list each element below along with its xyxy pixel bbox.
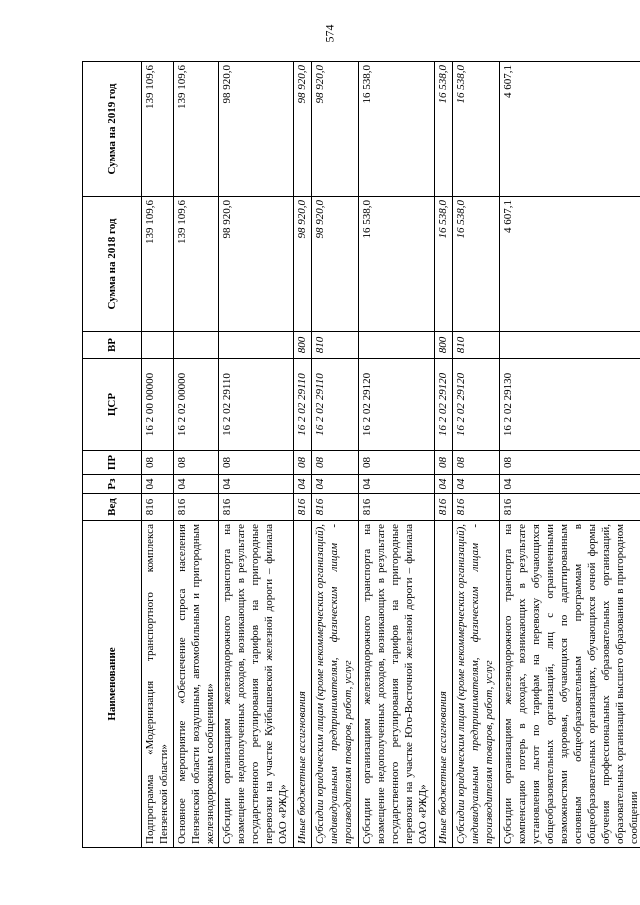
row-name: Субсидии организациям железнодорожного транспорта на возмещение недополученных доходов, возникающих в результате государственного регулирования тарифов на пригородные перевозки на участке Куйбышевской железной дороги – филиала ОАО «РЖД» [219, 521, 294, 848]
row-sum-2018: 139 109,6 [174, 197, 219, 332]
row-csr: 16 2 02 29120 [359, 359, 435, 451]
row-pr: 08 [174, 451, 219, 475]
row-rz: 04 [453, 475, 500, 494]
row-vr: 810 [312, 332, 359, 359]
row-vr: 800 [294, 332, 312, 359]
row-ved: 816 [359, 494, 435, 521]
row-sum-2019: 139 109,6 [174, 62, 219, 197]
table-row [359, 62, 435, 848]
row-pr: 08 [435, 451, 453, 475]
table-row [435, 62, 453, 848]
row-sum-2019: 139 109,6 [142, 62, 174, 197]
row-pr: 08 [359, 451, 435, 475]
row-rz: 04 [219, 475, 294, 494]
row-csr: 16 2 02 29110 [294, 359, 312, 451]
row-vr [174, 332, 219, 359]
row-rz: 04 [294, 475, 312, 494]
row-sum-2018: 16 538,0 [453, 197, 500, 332]
row-sum-2018: 16 538,0 [359, 197, 435, 332]
row-vr: 810 [453, 332, 500, 359]
table-header-row [83, 62, 142, 848]
budget-table [82, 61, 640, 848]
row-csr: 16 2 02 00000 [174, 359, 219, 451]
row-ved: 816 [435, 494, 453, 521]
row-sum-2019: 98 920,0 [219, 62, 294, 197]
row-vr [359, 332, 435, 359]
row-pr: 08 [294, 451, 312, 475]
row-name: Основное мероприятие «Обеспечение спроса населения Пензенской области воздушным, автомобильным и пригородным железнодорожным сообщениями» [174, 521, 219, 848]
row-sum-2019: 16 538,0 [435, 62, 453, 197]
row-csr: 16 2 02 29120 [435, 359, 453, 451]
row-pr: 08 [500, 451, 640, 475]
table-row [453, 62, 500, 848]
row-sum-2019: 98 920,0 [312, 62, 359, 197]
table-row [294, 62, 312, 848]
header-csr: ЦСР [83, 359, 142, 451]
header-ved: Вед [83, 494, 142, 521]
row-name: Субсидии юридическим лицам (кроме некоммерческих организаций), индивидуальным предпринимателям, физическим лицам - производителям товаров, работ, услуг [453, 521, 500, 848]
row-sum-2018: 16 538,0 [435, 197, 453, 332]
row-pr: 08 [312, 451, 359, 475]
row-ved: 816 [142, 494, 174, 521]
row-ved: 816 [312, 494, 359, 521]
row-ved: 816 [453, 494, 500, 521]
row-rz: 04 [312, 475, 359, 494]
table-row [312, 62, 359, 848]
row-ved: 816 [294, 494, 312, 521]
row-name: Подпрограмма «Модернизация транспортного комплекса Пензенской области» [142, 521, 174, 848]
row-csr: 16 2 02 29110 [312, 359, 359, 451]
row-rz: 04 [174, 475, 219, 494]
row-csr: 16 2 02 29130 [500, 359, 640, 451]
row-csr: 16 2 00 00000 [142, 359, 174, 451]
table-row [219, 62, 294, 848]
row-pr: 08 [219, 451, 294, 475]
row-name: Субсидии организациям железнодорожного транспорта на компенсацию потерь в доходах, возникающих в результате установления льгот по тарифам на перевозку обучающихся общеобразовательных организаций, лиц с ограниченными возможностями здоровья, обучающихся по адаптированным основным общеобразовательным программам в общеобразовательных организациях, обучающихся очной формы обучения профессиональных образовательных организаций, образовательных организаций высшего образования в пригородном сообщении [500, 521, 640, 848]
header-rz: Рз [83, 475, 142, 494]
row-name: Субсидии организациям железнодорожного транспорта на возмещение недополученных доходов, возникающих в результате государственного регулирования тарифов на пригородные перевозки на участке Юго-Восточной железной дороги – филиала ОАО «РЖД» [359, 521, 435, 848]
row-csr: 16 2 02 29120 [453, 359, 500, 451]
row-sum-2019: 4 607,1 [500, 62, 640, 197]
row-vr: 800 [435, 332, 453, 359]
row-ved: 816 [219, 494, 294, 521]
row-vr [142, 332, 174, 359]
row-ved: 816 [174, 494, 219, 521]
row-vr [500, 332, 640, 359]
row-rz: 04 [142, 475, 174, 494]
row-ved: 816 [500, 494, 640, 521]
row-sum-2018: 139 109,6 [142, 197, 174, 332]
header-vr: ВР [83, 332, 142, 359]
row-sum-2019: 16 538,0 [359, 62, 435, 197]
row-rz: 04 [500, 475, 640, 494]
row-csr: 16 2 02 29110 [219, 359, 294, 451]
table-row [174, 62, 219, 848]
page-number: 574 [322, 24, 337, 43]
header-pr: ПР [83, 451, 142, 475]
row-sum-2018: 4 607,1 [500, 197, 640, 332]
row-sum-2018: 98 920,0 [312, 197, 359, 332]
row-pr: 08 [453, 451, 500, 475]
row-name: Субсидии юридическим лицам (кроме некоммерческих организаций), индивидуальным предпринимателям, физическим лицам - производителям товаров, работ, услуг [312, 521, 359, 848]
row-sum-2018: 98 920,0 [219, 197, 294, 332]
table-row [142, 62, 174, 848]
rotated-table-container [82, 62, 640, 848]
header-sum-2018: Сумма на 2018 год [83, 197, 142, 332]
row-pr: 08 [142, 451, 174, 475]
row-vr [219, 332, 294, 359]
header-sum-2019: Сумма на 2019 год [83, 62, 142, 197]
table-row [500, 62, 640, 848]
row-name: Иные бюджетные ассигнования [435, 521, 453, 848]
row-rz: 04 [435, 475, 453, 494]
header-name: Наименование [83, 521, 142, 848]
row-rz: 04 [359, 475, 435, 494]
row-sum-2019: 98 920,0 [294, 62, 312, 197]
row-sum-2019: 16 538,0 [453, 62, 500, 197]
row-name: Иные бюджетные ассигнования [294, 521, 312, 848]
row-sum-2018: 98 920,0 [294, 197, 312, 332]
